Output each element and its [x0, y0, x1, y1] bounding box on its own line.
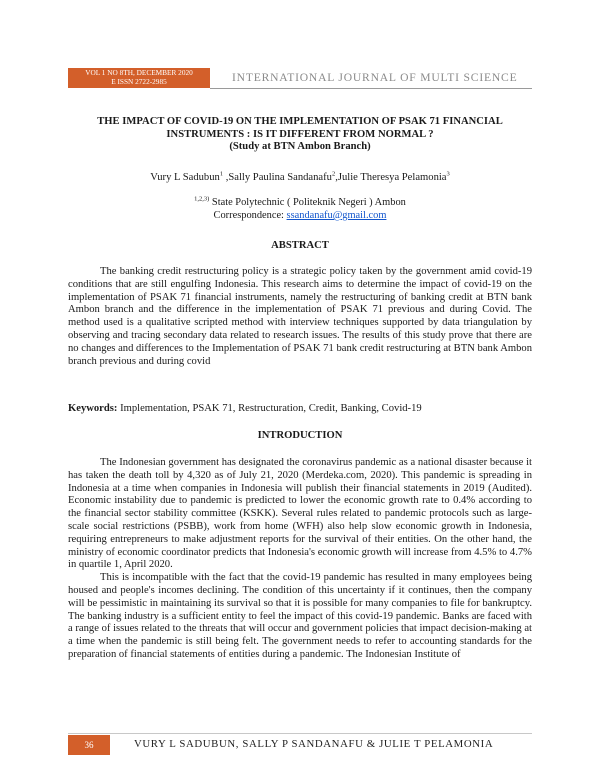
- author-sup: 2: [331, 170, 336, 178]
- author-name: Sally Paulina Sandanafu: [228, 172, 332, 183]
- paper-title: [68, 116, 532, 154]
- title-line: THE IMPACT OF COVID-19 ON THE IMPLEMENTATION OF PSAK 71 FINANCIAL: [97, 116, 503, 127]
- author-sup: 3: [446, 170, 450, 178]
- page-number-badge: [68, 735, 110, 755]
- affiliation-sup: 1,2,3): [194, 195, 210, 203]
- author-list: [68, 172, 532, 184]
- institution: State Polytechnic ( Politeknik Negeri ) Ambon: [209, 197, 406, 208]
- author-name: Vury L Sadubun: [150, 172, 220, 183]
- author-sup: 1: [219, 170, 224, 178]
- title-line: INSTRUMENTS : IS IT DIFFERENT FROM NORMAL ?: [166, 128, 434, 140]
- keywords-label: Keywords:: [68, 403, 118, 414]
- page-number: 36: [84, 740, 94, 750]
- issn-text: E ISSN 2722-2985: [111, 76, 167, 86]
- journal-name: INTERNATIONAL JOURNAL OF MULTI SCIENCE: [232, 71, 518, 84]
- journal-volume-badge: [68, 68, 210, 88]
- abstract-body: [68, 266, 532, 368]
- introduction-body: [68, 457, 532, 662]
- author-separator: ,: [335, 172, 338, 183]
- introduction-heading: INTRODUCTION: [257, 430, 343, 441]
- author-name: Julie Theresya Pelamonia: [337, 172, 447, 183]
- keywords-text: Implementation, PSAK 71, Restructuration, Credit, Banking, Covid-19: [117, 403, 422, 414]
- abstract-text: The banking credit restructuring policy is a strategic policy taken by the government amid covid-19 conditions that are still engulfing Indonesia. This research aims to determine the impact of covid-19 on the implementation of PSAK 71 financial instruments, namely the restructuring of banking credit at BTN bank Ambon branch and the difference in the implementation of PSAK 71 previous and during Covid. The method used is a qualitative scripted method with interview techniques supported by data triangulation by observing and tracing secondary data related to research issues. The results of this study prove that there are no changes and differences to the Implementation of PSAK 71 bank credit restructuring at BTN bank Ambon branch previous and during covid: [68, 266, 532, 367]
- author-separator: ,: [223, 172, 229, 183]
- header-divider: [210, 88, 532, 89]
- abstract-heading: ABSTRACT: [271, 240, 329, 251]
- volume-text: VOL 1 NO 8TH, DECEMBER 2020: [85, 68, 193, 77]
- intro-paragraph: This is incompatible with the fact that the covid-19 pandemic has resulted in many employees being housed and people's incomes declining. The condition of this uncertainty if it continues, then the company will be pessimistic in maintaining its survival so that it is possible for many companies to file for bankruptcy. The banking industry is a sufficient entity to feel the impact of this covid-19 pandemic. Banks are faced with a range of issues related to the threats that will occur and government policies that impact decision-making at a time when the pandemic is still being felt. The government needs to refer to accounting standards for the preparation of financial statements of entities during a pandemic. The Indonesian Institute of: [68, 572, 532, 660]
- email-link[interactable]: ssandanafu@gmail.com: [286, 210, 387, 221]
- affiliation: [68, 196, 532, 222]
- footer-divider: [68, 733, 532, 734]
- correspondence-label: Correspondence:: [213, 210, 287, 221]
- footer-authors: VURY L SADUBUN, SALLY P SANDANAFU & JULIE T PELAMONIA: [134, 738, 494, 750]
- title-subtitle: (Study at BTN Ambon Branch): [229, 141, 371, 153]
- intro-paragraph: The Indonesian government has designated the coronavirus pandemic as a national disaster because it has taken the death toll by 4,320 as of July 21, 2020 (Merdeka.com, 2020). This pandemic is spreading in Indonesia at a time when companies in Indonesia will publish their financial statements in 2019 (Audited). Economic instability due to pandemic is predicted to lower the economic growth rate to 0.4% according to the financial sector stability committee (KSKK). Several rules related to pandemic protocols such as large-scale social restrictions (PSBB), work from home (WFH) also help slow economic growth in Indonesia, requiring entrepreneurs to make adjustment reports for the survival of their entities. On the other hand, the ministry of economic coordinator predicts that Indonesia's economic growth will increase from 4.5% to 4.7% in quartile 1, April 2020.: [68, 457, 532, 571]
- keywords: [68, 403, 532, 416]
